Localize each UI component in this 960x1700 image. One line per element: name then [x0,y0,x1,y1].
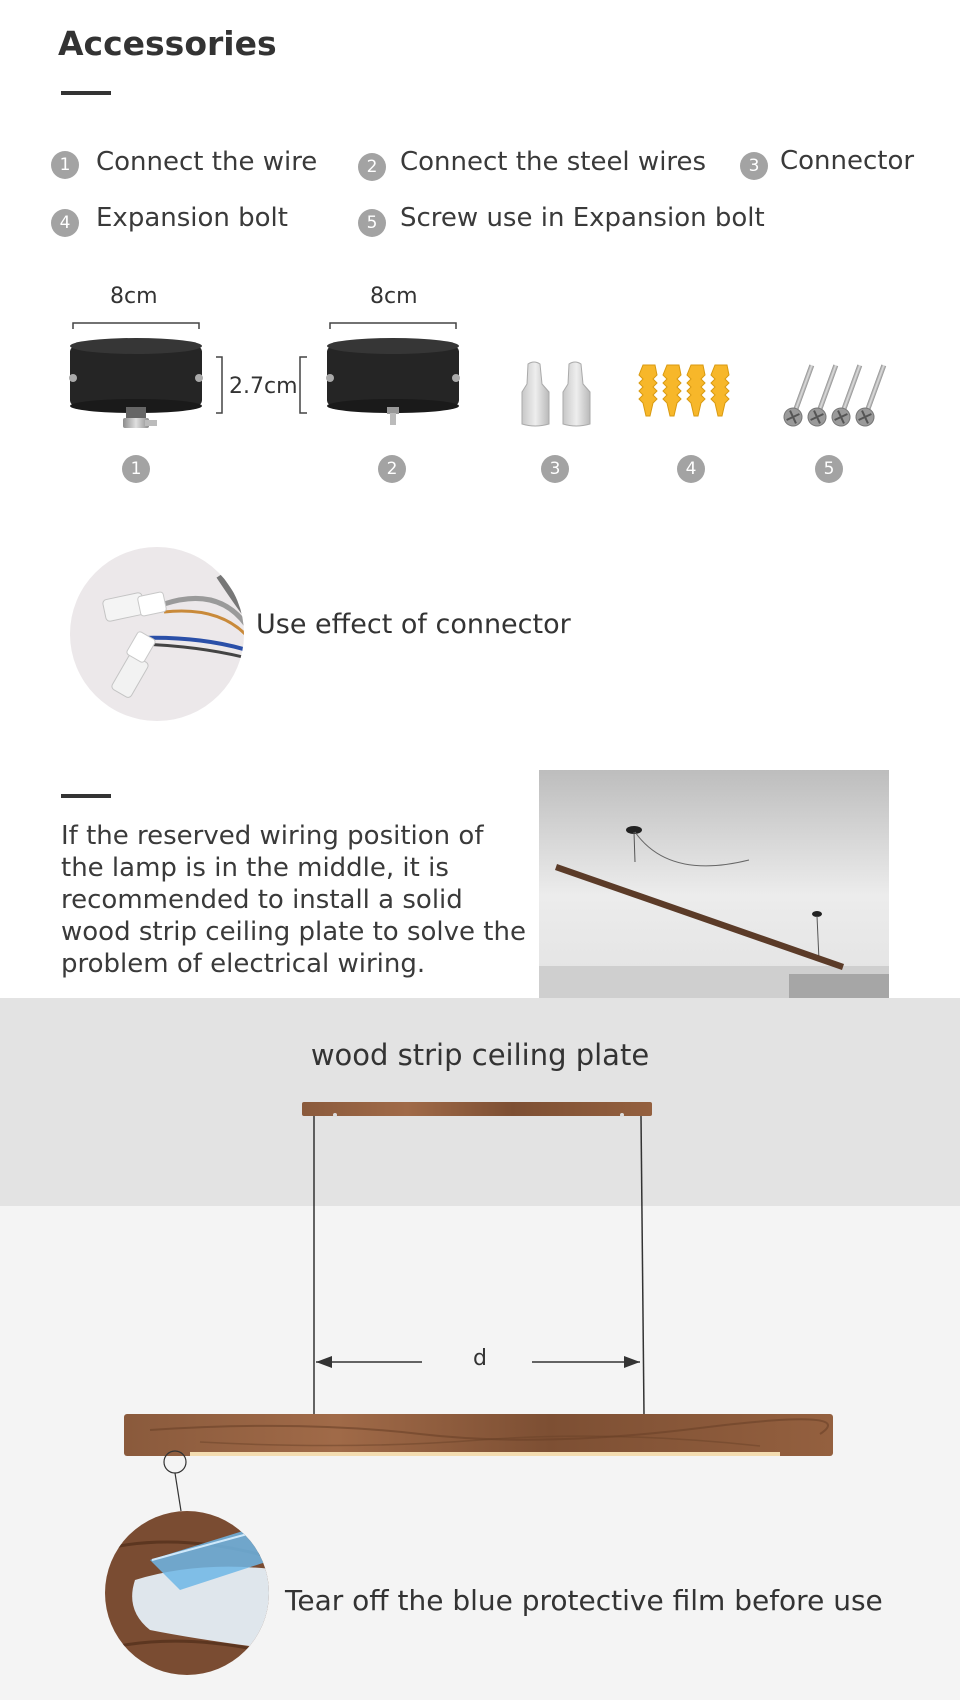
wooden-lamp-bar [124,1414,833,1456]
legend-label-4: Expansion bolt [96,203,288,233]
canopy-steel-wires [326,338,460,425]
item-badge-3: 3 [541,455,569,483]
connector-effect-caption: Use effect of connector [256,609,571,640]
connector-effect-photo [69,546,245,722]
width-label-2: 8cm [370,284,418,309]
height-bracket-left [216,357,222,413]
item-badge-4: 4 [677,455,705,483]
legend-number-5: 5 [358,209,386,237]
distance-label: d [473,1346,487,1371]
wiring-note: If the reserved wiring position of the lamp is in the middle, it is recommended to install a solid wood strip ceiling plate to solve the problem of electrical wiring. [61,821,526,979]
item-badge-5: 5 [815,455,843,483]
ceiling-plate [302,1102,652,1116]
legend-label-3: Connector [780,146,915,176]
legend-number-2: 2 [358,153,386,181]
item-badge-1: 1 [122,455,150,483]
height-bracket-right [300,357,307,413]
legend-label-5: Screw use in Expansion bolt [400,203,765,233]
legend-label-1: Connect the wire [96,147,318,177]
width-bracket-1 [73,323,199,329]
width-label-1: 8cm [110,284,158,309]
width-bracket-2 [330,323,456,329]
expansion-bolts [639,365,729,416]
screws [781,362,892,428]
legend-number-4: 4 [51,209,79,237]
canopy-connect-wire [69,338,203,428]
note-rule [61,794,111,798]
wire-connectors [522,362,590,426]
legend-number-3: 3 [740,152,768,180]
film-detail-photo [100,1510,280,1680]
title-underline [61,91,111,95]
callout-line [175,1473,181,1511]
plate-label: wood strip ceiling plate [310,1038,650,1072]
legend-label-2: Connect the steel wires [400,147,707,177]
installed-lamp-photo [539,770,889,998]
item-badge-2: 2 [378,455,406,483]
height-label: 2.7cm [229,374,298,399]
legend-number-1: 1 [51,151,79,179]
section-title: Accessories [58,24,277,63]
film-caption: Tear off the blue protective film before use [285,1584,883,1617]
